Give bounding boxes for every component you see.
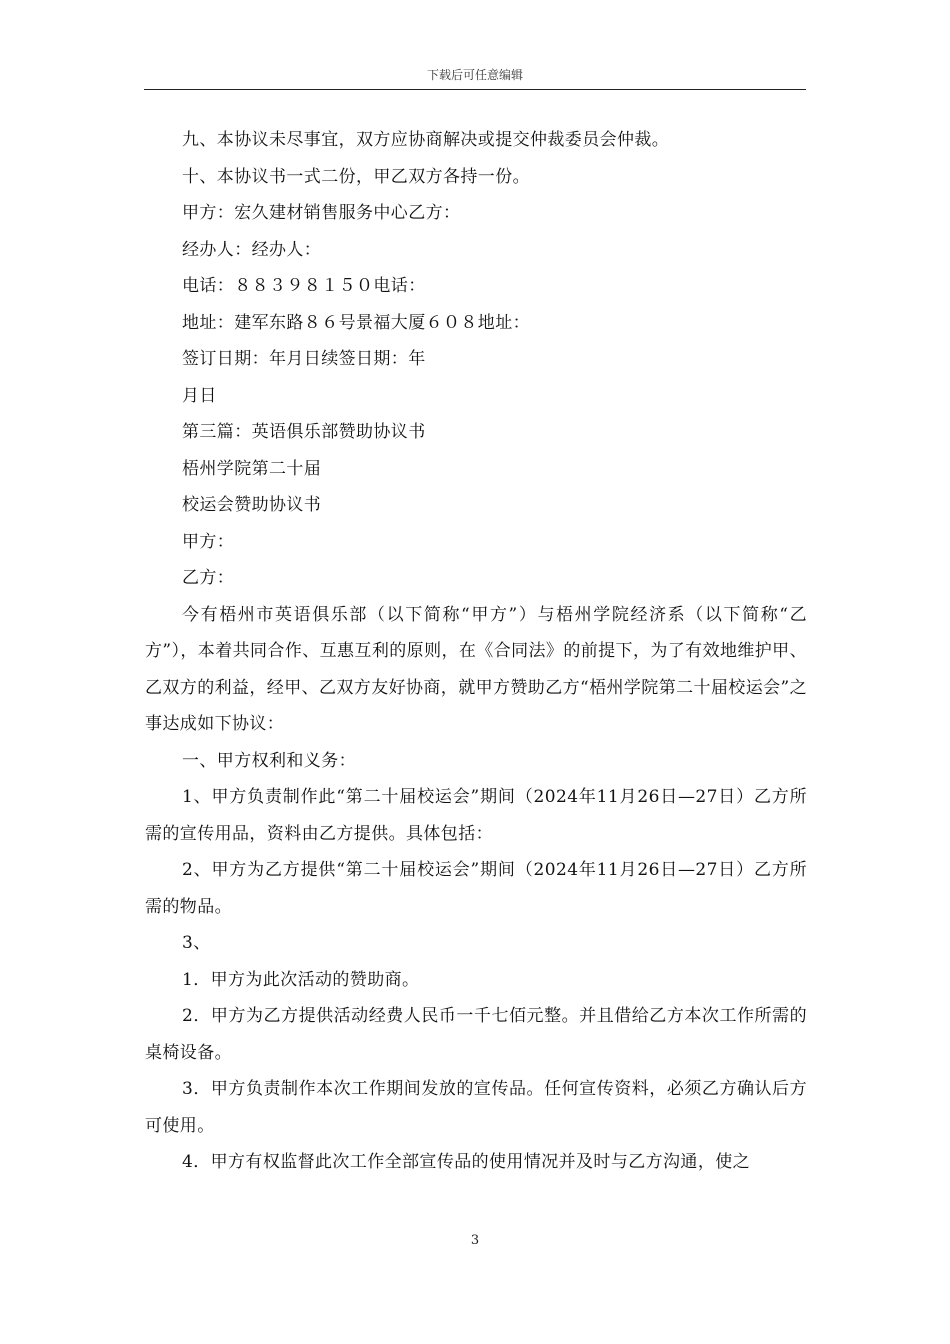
doc-title-line-1: 梧州学院第二十届 [182,458,322,479]
clause-2-paragraph: 2．甲方为乙方提供活动经费人民币一千七佰元整。并且借给乙方本次工作所需的桌椅设备。 [145,1006,807,1063]
party-a-rights-heading: 一、甲方权利和义务： [182,750,356,771]
item-1-paragraph: 1、甲方负责制作此“第二十届校运会”期间（2024年11月26日—27日）乙方所需的宣传用品，资料由乙方提供。具体包括： [145,787,807,844]
address-line: 地址：建军东路８６号景福大厦６０８地址： [182,312,530,333]
header-note: 下载后可任意编辑 [426,68,523,82]
section-heading: 第三篇：英语俱乐部赞助协议书 [182,422,426,442]
agent-line: 经办人：经办人： [182,239,322,260]
header-divider [144,89,806,90]
item-2-paragraph: 2、甲方为乙方提供“第二十届校运会”期间（2024年11月26日—27日）乙方所需的物品。 [145,860,807,917]
intro-paragraph: 今有梧州市英语俱乐部（以下简称“甲方”）与梧州学院经济系（以下简称“乙方”），本着共同合作、互惠互利的原则，在《合同法》的前提下，为了有效地维护甲、乙双方的利益，经甲、乙双方友好协商，就甲方赞助乙方“梧州学院第二十届校运会”之事达成如下协议： [145,604,807,734]
party-b-label: 乙方： [182,568,235,588]
party-line: 甲方：宏久建材销售服务中心乙方： [182,203,461,223]
clause-ten: 十、本协议书一式二份，甲乙双方各持一份。 [182,166,530,187]
party-a-label: 甲方： [182,531,235,552]
phone-line: 电话：８８３９８１５０电话： [182,276,426,296]
sign-date-line: 签订日期：年月日续签日期：年 [182,349,426,369]
doc-title-line-2: 校运会赞助协议书 [182,495,322,515]
clause-nine: 九、本协议未尽事宜，双方应协商解决或提交仲裁委员会仲裁。 [182,130,670,150]
document-body [145,122,807,1181]
item-3-paragraph: 3、 [182,933,211,953]
page-number: 3 [470,1233,480,1248]
clause-4-paragraph: 4．甲方有权监督此次工作全部宣传品的使用情况并及时与乙方沟通，使之 [182,1152,751,1172]
sign-date-continued: 月日 [182,385,217,406]
clause-3-paragraph: 3．甲方负责制作本次工作期间发放的宣传品。任何宣传资料，必须乙方确认后方可使用。 [145,1079,807,1136]
clause-1-paragraph: 1．甲方为此次活动的赞助商。 [182,969,420,990]
